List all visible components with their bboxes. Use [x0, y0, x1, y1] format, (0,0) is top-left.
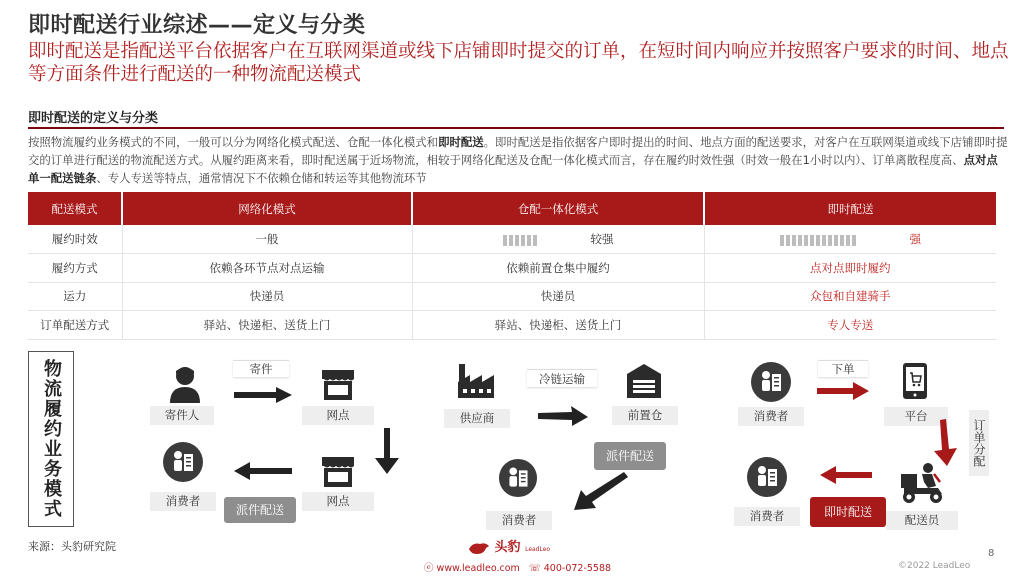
table-cell	[122, 225, 412, 254]
front-warehouse-label: 前置仓	[612, 406, 678, 425]
page-title: 即时配送行业综述——定义与分类	[28, 13, 366, 38]
table-cell: 依赖各环节点对点运输	[122, 254, 412, 283]
phone-number: 400-072-5588	[543, 563, 612, 574]
phone-small-icon: ☏	[528, 563, 541, 574]
timeliness-bars	[780, 233, 858, 247]
table-row	[28, 254, 996, 283]
intro-text-2: 。即时配送是指依据客户即时提出的时间、地点方面的配送要求，对客户在互联网渠道或线下店铺即时提交的订单进行配送的物流配送方式。从履约距离来看，即时配送属于近场物流，相较于网络化配送及仓配一体化模式而言，存在履约时效性强（时效一般在1小时以内）、订单离散程度高、	[28, 135, 1008, 167]
arrow-down-icon	[930, 418, 960, 468]
consumer-icon	[750, 361, 792, 403]
timeliness-bar	[503, 235, 507, 246]
timeliness-bar	[786, 235, 790, 246]
platform-label: 平台	[884, 407, 948, 426]
warehouse-icon	[626, 362, 662, 400]
logo-subtext: LeadLeo	[525, 546, 551, 553]
vertical-label: 物流履约业务模式	[41, 359, 62, 519]
consumer-label-3: 消费者	[738, 407, 804, 426]
supplier-label: 供应商	[444, 409, 510, 428]
comparison-table	[28, 192, 996, 340]
consumer-icon	[746, 456, 788, 498]
table-row	[28, 225, 996, 254]
page-number: 8	[988, 548, 995, 559]
allocation-tag: 订单分配	[969, 410, 989, 476]
arrow-right-icon	[815, 380, 871, 402]
timeliness-bar	[822, 235, 826, 246]
table-cell	[704, 225, 996, 254]
table-cell: 履约方式	[28, 254, 122, 283]
timeliness-bar	[834, 235, 838, 246]
timeliness-bar	[792, 235, 796, 246]
cell-text: 强	[909, 232, 921, 246]
section-title: 即时配送的定义与分类	[28, 111, 159, 126]
cell-text: 较强	[590, 232, 614, 246]
table-cell: 点对点即时履约	[704, 254, 996, 283]
courier-label: 配送员	[886, 511, 958, 530]
vertical-label-box	[28, 351, 74, 527]
timeliness-bar	[521, 235, 525, 246]
outlet-label-2: 网点	[302, 492, 374, 511]
section-header	[28, 107, 1004, 129]
store-icon	[320, 366, 356, 402]
store-icon	[320, 453, 356, 489]
table-cell: 众包和自建骑手	[704, 282, 996, 311]
timeliness-bar	[840, 235, 844, 246]
cell-text: 一般	[255, 232, 279, 246]
outlet-label-1: 网点	[302, 406, 374, 425]
table-cell: 运力	[28, 282, 122, 311]
timeliness-bar	[810, 235, 814, 246]
table-cell: 快递员	[412, 282, 704, 311]
arrow-left-icon	[818, 464, 874, 486]
consumer-label-4: 消费者	[734, 507, 800, 526]
arrow-left-icon	[232, 460, 294, 482]
table-cell: 快递员	[122, 282, 412, 311]
arrow-down-icon	[372, 426, 402, 476]
consumer-label-1: 消费者	[150, 492, 216, 511]
person-icon	[168, 365, 202, 403]
intro-text-1: 按照物流履约业务模式的不同，一般可以分为网络化模式配送、仓配一体化模式和	[28, 135, 439, 149]
table-cell: 履约时效	[28, 225, 122, 254]
timeliness-bar	[816, 235, 820, 246]
timeliness-bar	[852, 235, 856, 246]
timeliness-bar	[515, 235, 519, 246]
contact-line	[424, 560, 611, 574]
timeliness-bar	[804, 235, 808, 246]
leopard-icon	[468, 540, 490, 556]
website-link[interactable]: www.leadleo.com	[436, 563, 520, 574]
table-row	[28, 311, 996, 340]
intro-paragraph	[28, 133, 1008, 187]
intro-text-3: 、专人专送等特点，通常情况下不依赖仓储和转运等其他物流环节	[96, 171, 427, 185]
delivery-rider-icon	[898, 462, 946, 504]
web-icon: ⓔ	[424, 563, 434, 574]
send-tag: 寄件	[233, 360, 289, 377]
timeliness-bar	[527, 235, 531, 246]
table-cell	[412, 225, 704, 254]
timeliness-bar	[798, 235, 802, 246]
arrow-right-icon	[232, 385, 294, 405]
table-header: 网络化模式	[122, 192, 412, 225]
table-header: 仓配一体化模式	[412, 192, 704, 225]
logo-text: 头豹	[494, 540, 521, 555]
factory-icon	[456, 362, 496, 400]
consumer-label-2: 消费者	[486, 511, 552, 530]
arrow-down-left-icon	[570, 468, 628, 512]
table-cell: 驿站、快递柜、送货上门	[412, 311, 704, 340]
page-subtitle: 即时配送是指配送平台依据客户在互联网渠道或线下店铺即时提交的订单，在短时间内响应并按照客户要求的时间、地点等方面条件进行配送的一种物流配送模式	[28, 41, 1009, 85]
timeliness-bar	[828, 235, 832, 246]
cold-chain-tag: 冷链运输	[527, 369, 597, 387]
table-header-row	[28, 192, 996, 225]
dispatch-badge-2: 派件配送	[594, 442, 666, 470]
intro-bold-2: 点对点单一配送链条	[28, 153, 998, 185]
leadleo-logo	[468, 536, 550, 556]
table-cell: 订单配送方式	[28, 311, 122, 340]
timeliness-bar	[846, 235, 850, 246]
table-cell: 驿站、快递柜、送货上门	[122, 311, 412, 340]
table-header: 配送模式	[28, 192, 122, 225]
consumer-icon	[498, 458, 538, 498]
source-note: 来源：头豹研究院	[28, 540, 116, 553]
timeliness-bar	[533, 235, 537, 246]
consumer-icon	[162, 441, 204, 483]
table-cell: 专人专送	[704, 311, 996, 340]
table-cell: 依赖前置仓集中履约	[412, 254, 704, 283]
timeliness-bar	[509, 235, 513, 246]
copyright: ©2022 LeadLeo	[898, 561, 971, 571]
phone-icon	[902, 362, 928, 400]
dispatch-badge-1: 派件配送	[224, 497, 296, 523]
order-tag: 下单	[818, 360, 868, 377]
arrow-right-icon	[536, 403, 590, 429]
intro-bold-1: 即时配送	[438, 135, 484, 149]
timeliness-bar	[780, 235, 784, 246]
table-row	[28, 282, 996, 311]
timeliness-bars	[503, 233, 539, 247]
instant-delivery-badge: 即时配送	[810, 497, 886, 527]
table-header: 即时配送	[704, 192, 996, 225]
sender-label: 寄件人	[150, 406, 214, 425]
